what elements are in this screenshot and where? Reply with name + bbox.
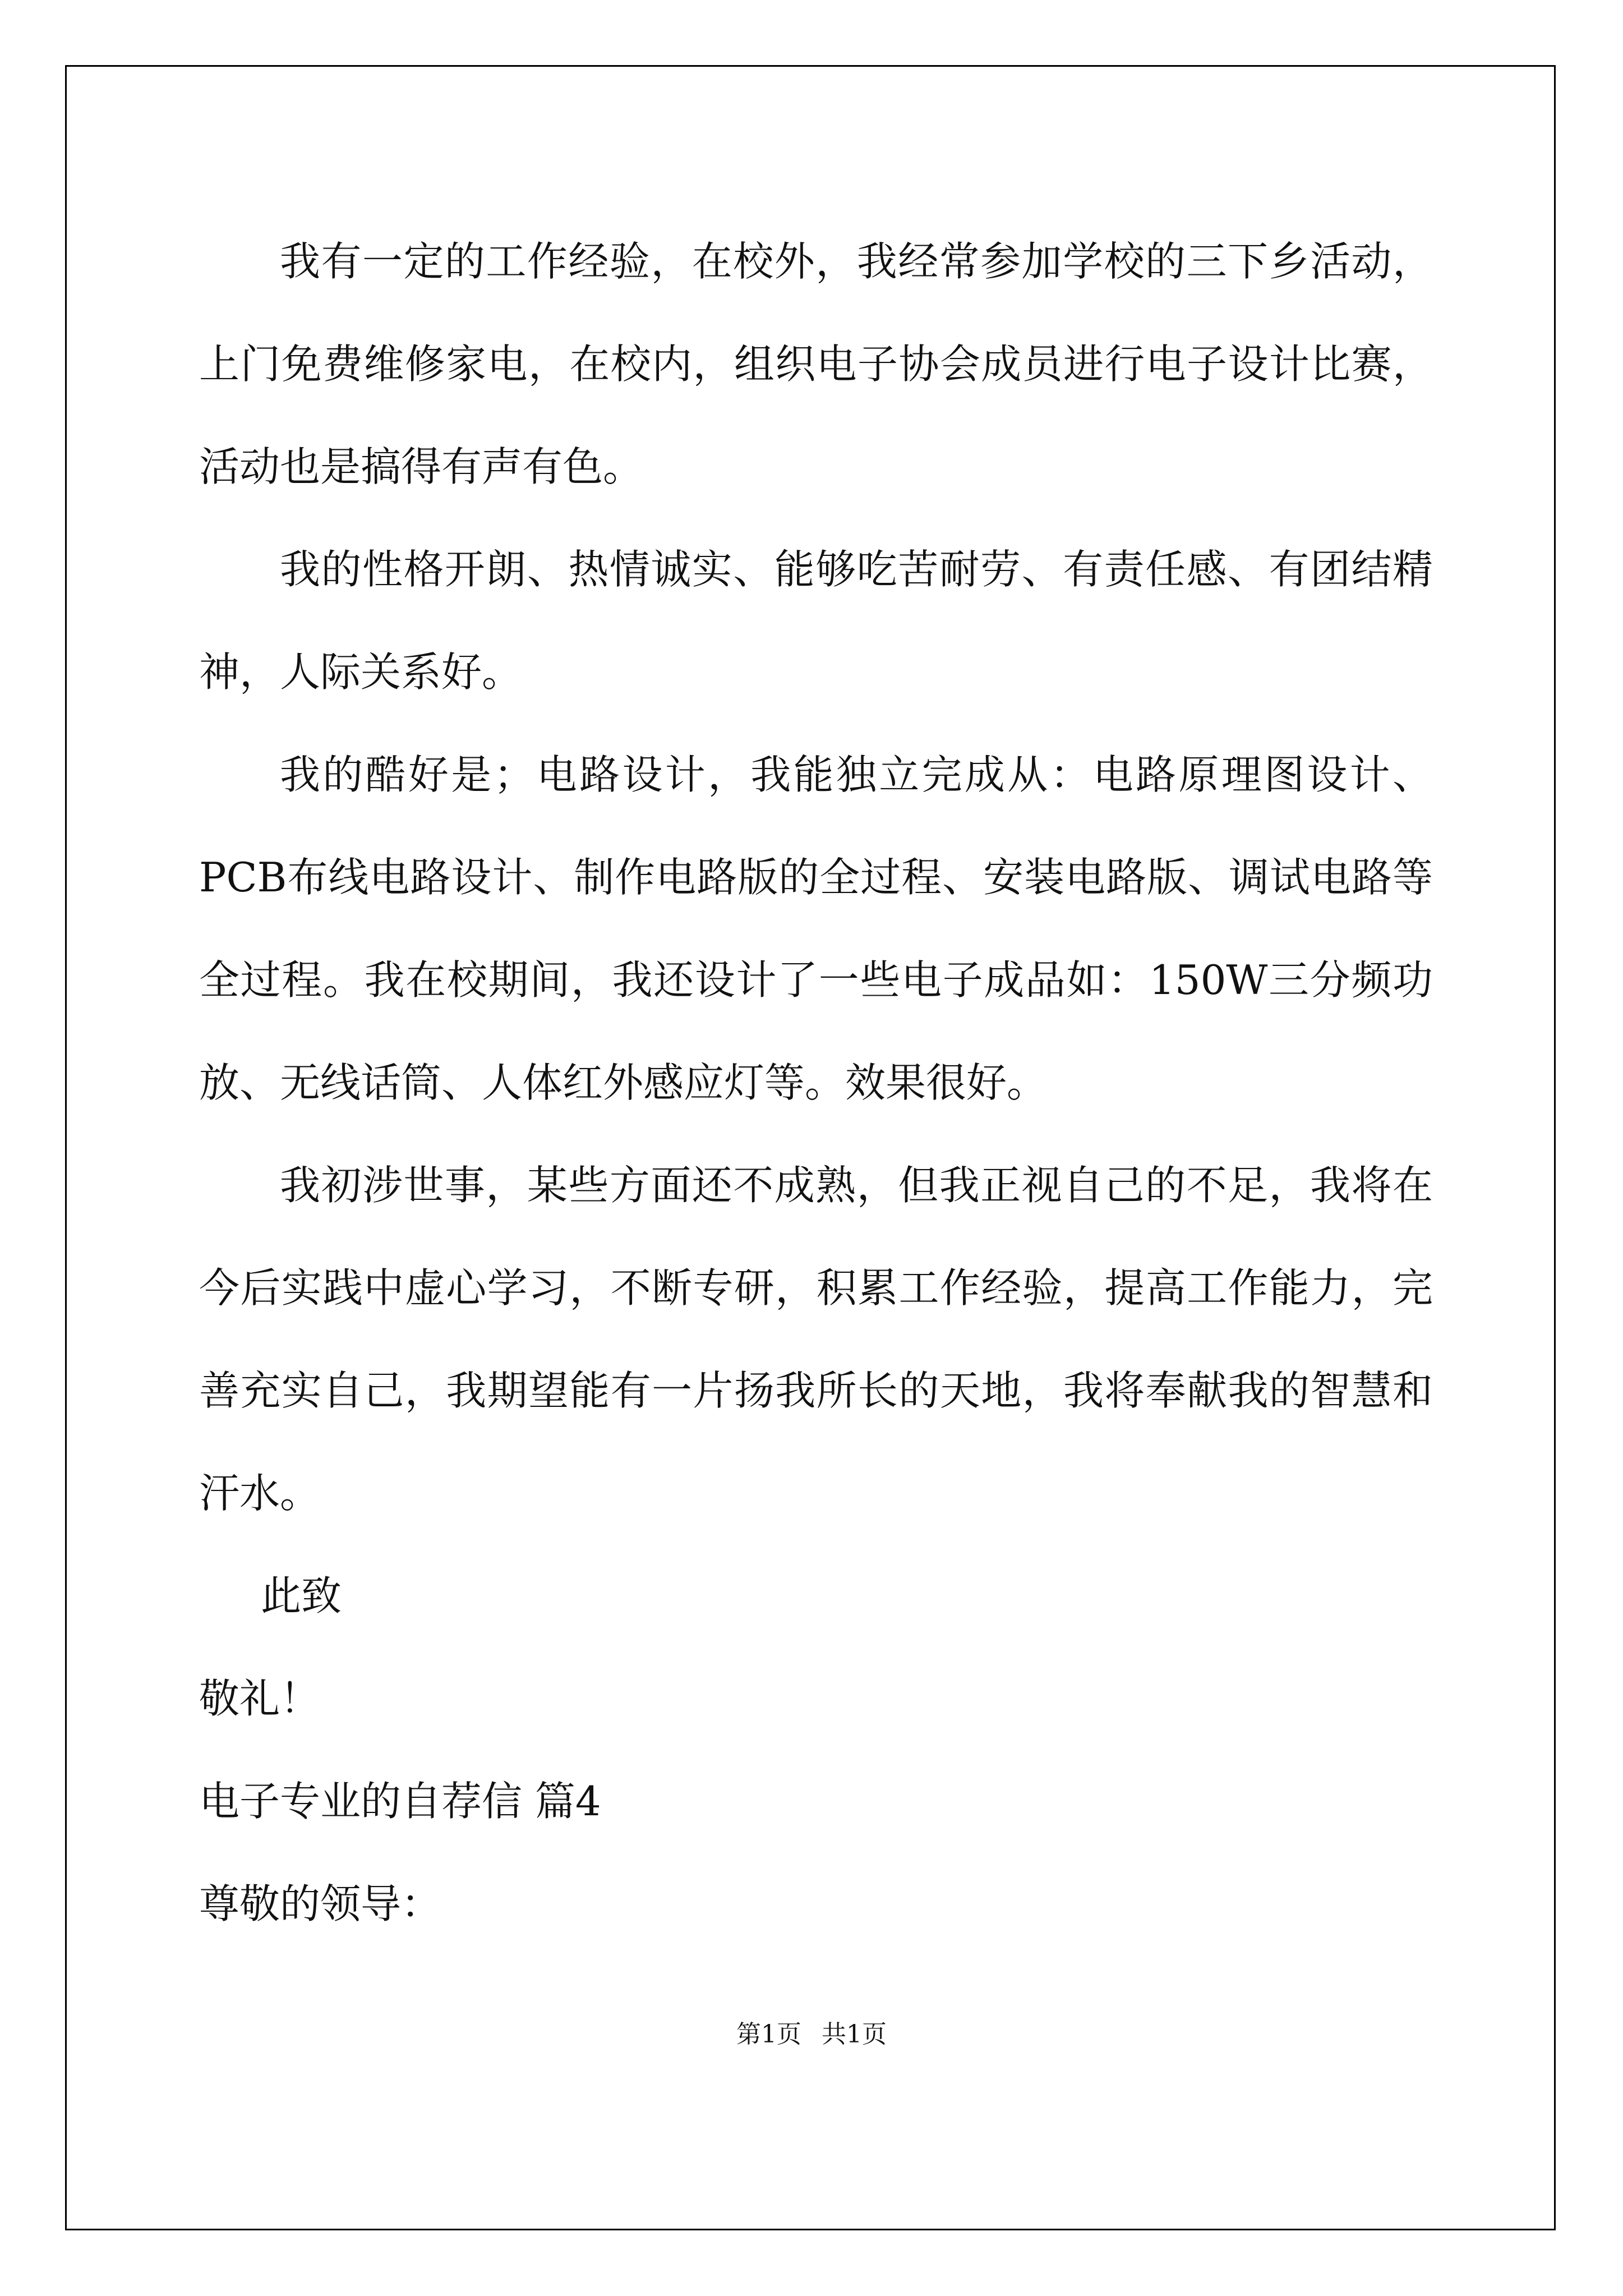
greeting-text: 尊敬的领导： xyxy=(199,1880,442,1927)
paragraph-personality: 我的性格开朗、热情诚实、能够吃苦耐劳、有责任感、有团结精神，人际关系好。 xyxy=(199,546,1433,696)
paragraph-hobby: 我的酷好是；电路设计，我能独立完成从：电路原理图设计、PCB布线电路设计、制作电路版的全过程、安装电路版、调试电路等全过程。我在校期间，我还设计了一些电子成品如：150W三分频功放、无线话筒、人体红外感应灯等。效果很好。 xyxy=(199,751,1433,1106)
document-body xyxy=(199,210,1433,1955)
paragraph-experience: 我有一定的工作经验，在校外，我经常参加学校的三下乡活动，上门免费维修家电，在校内，组织电子协会成员进行电子设计比赛，活动也是搞得有声有色。 xyxy=(199,238,1433,490)
page-number-current: 第1页 xyxy=(736,2020,801,2049)
page-number-total: 共1页 xyxy=(822,2020,887,2049)
closing-text: 此致 xyxy=(261,1572,342,1619)
paragraph-aspiration: 我初涉世事，某些方面还不成熟，但我正视自己的不足，我将在今后实践中虚心学习，不断专研，积累工作经验，提高工作能力，完善充实自己，我期望能有一片扬我所长的天地，我将奉献我的智慧和汗水。 xyxy=(199,1162,1433,1517)
section-title: 电子专业的自荐信 篇4 xyxy=(199,1778,601,1825)
page-footer xyxy=(0,2014,1623,2050)
salutation-text: 敬礼！ xyxy=(199,1675,321,1722)
